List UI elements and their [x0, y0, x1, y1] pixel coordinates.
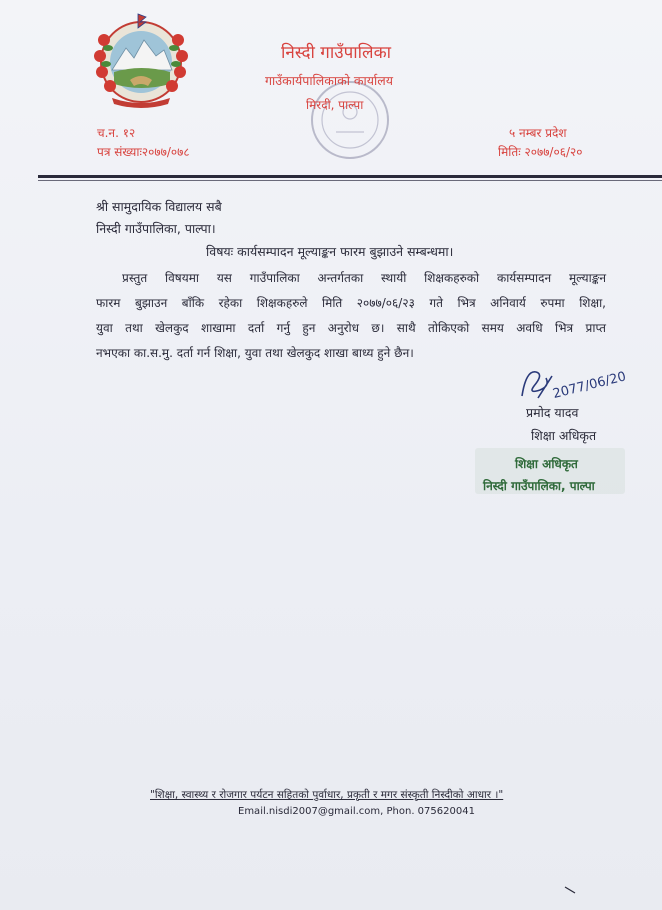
- letter-date: मितिः २०७७/०६/२०: [498, 145, 583, 159]
- reference-cha-na: च.न. १२: [97, 126, 136, 140]
- subject-line: विषयः कार्यसम्पादन मूल्याङ्कन फारम बुझाउने सम्बन्धमा।: [206, 244, 454, 259]
- signatory-name: प्रमोद यादव: [526, 405, 579, 420]
- stamp-line-2: निस्दी गाउँपालिका, पाल्पा: [483, 479, 595, 493]
- municipality-name: निस्दी गाउँपालिका: [281, 43, 392, 63]
- signature-date: 2077/06/20: [551, 369, 628, 402]
- recipient-line-1: श्री सामुदायिक विद्यालय सबै: [96, 199, 222, 214]
- header-divider: [38, 175, 662, 178]
- letter-number: पत्र संख्याः२०७७/०७८: [97, 145, 190, 159]
- body-line: युवा तथा खेलकुद शाखामा दर्ता गर्नु हुन अनुरोध छ। साथै तोकिएको समय अवधि भित्र प्राप्त: [96, 321, 606, 335]
- body-line: फारम बुझाउन बाँकि रहेका शिक्षकहरुले मिति २०७७/०६/२३ गते भित्र अनिवार्य रुपमा शिक्षा,: [96, 296, 606, 310]
- pen-mark: [564, 886, 576, 894]
- handwritten-signature: [516, 356, 644, 406]
- body-paragraph: [96, 266, 606, 366]
- recipient-line-2: निस्दी गाउँपालिका, पाल्पा।: [96, 221, 216, 236]
- signatory-title: शिक्षा अधिकृत: [531, 428, 597, 443]
- office-place: मिरदी, पाल्पा: [306, 98, 364, 112]
- header-divider-thin: [38, 180, 662, 181]
- province-label: ५ नम्बर प्रदेश: [509, 126, 567, 140]
- office-name: गाउँकार्यपालिकाको कार्यालय: [265, 73, 393, 88]
- body-line: प्रस्तुत विषयमा यस गाउँपालिका अन्तर्गतका स्थायी शिक्षकहरुको कार्यसम्पादन मूल्याङ्कन: [122, 271, 606, 285]
- footer-contact: Email.nisdi2007@gmail.com, Phon. 075620041: [238, 806, 475, 817]
- stamp-line-1: शिक्षा अधिकृत: [515, 457, 578, 471]
- footer-motto: "शिक्षा, स्वास्थ्य र रोजगार पर्यटन सहितको पुर्वाधार, प्रकृती र मगर संस्कृती निस्दीको आधार ।": [150, 789, 504, 801]
- body-line: नभएका का.स.मु. दर्ता गर्न शिक्षा, युवा तथा खेलकुद शाखा बाध्य हुने छैन।: [96, 346, 414, 360]
- nepal-emblem-logo: [86, 10, 196, 110]
